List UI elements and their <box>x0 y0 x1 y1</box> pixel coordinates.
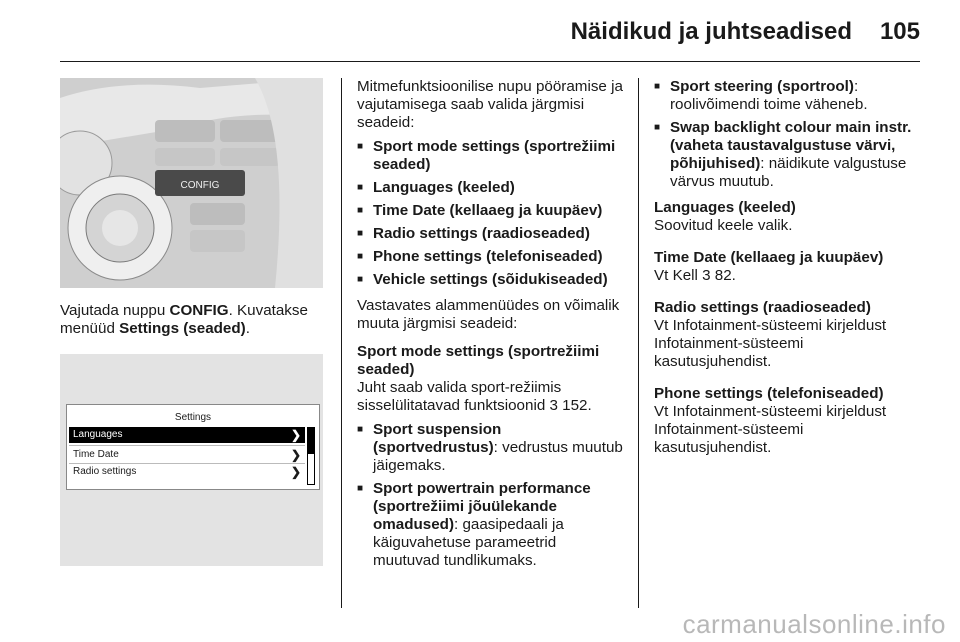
config-button-label: CONFIG <box>180 180 220 191</box>
list-item: ■ Vehicle settings (sõidukiseaded) <box>357 271 627 289</box>
chevron-right-icon: ❯ <box>290 428 301 442</box>
config-instruction: Vajutada nuppu CONFIG. Kuvatakse menüüd Settings (seaded). <box>60 302 308 337</box>
column-divider-2 <box>638 78 639 608</box>
list-item: ■ Languages (keeled) <box>357 179 627 197</box>
section-heading: Languages (keeled) <box>654 199 796 216</box>
chevron-right-icon: ❯ <box>290 465 301 479</box>
chevron-right-icon: ❯ <box>290 448 301 462</box>
section-phone-settings <box>654 385 924 457</box>
sport-mode-heading: Sport mode settings (sportrežiimi seaded) <box>357 343 600 378</box>
left-column <box>60 78 325 566</box>
section-languages <box>654 199 924 235</box>
section-heading: Radio settings (raadioseaded) <box>654 299 871 316</box>
page-number: 105 <box>879 18 920 45</box>
list-item: ■ Sport powertrain performance (sportrežiimi jõuülekande omadused): gaasipedaali ja käiguvahetuse parameetrid muutuvad tundlikumaks. <box>357 480 627 570</box>
settings-screen-display <box>66 404 320 490</box>
column-divider-1 <box>341 78 342 608</box>
header-rule <box>60 61 920 62</box>
section-text: Soovitud keele valik. <box>654 217 793 234</box>
watermark: carmanualsonline.info <box>682 609 946 639</box>
section-heading: Time Date (kellaaeg ja kuupäev) <box>654 249 884 266</box>
section-text: Vt Infotainment-süsteemi kirjeldust Infotainment-süsteemi kasutusjuhendist. <box>654 403 887 456</box>
sport-mode-text: Juht saab valida sport-režiimis sisselülitatavad funktsioonid 3 152. <box>357 379 592 414</box>
section-time-date <box>654 249 924 285</box>
page-header-title: Näidikud ja juhtseadised <box>570 18 852 45</box>
list-item: ■ Sport suspension (sportvedrustus): vedrustus muutub jäigemaks. <box>357 421 627 475</box>
submenu-text: Vastavates alammenüüdes on võimalik muuta järgmisi seadeid: <box>357 297 620 332</box>
middle-column <box>357 78 627 578</box>
sport-mode-list-continued <box>654 78 924 191</box>
section-text: Vt Infotainment-süsteemi kirjeldust Infotainment-süsteemi kasutusjuhendist. <box>654 317 887 370</box>
screen-scrollbar-thumb <box>308 428 314 454</box>
section-radio-settings <box>654 299 924 371</box>
right-column <box>654 78 924 471</box>
intro-text: Mitmefunktsioonilise nupu pööramise ja vajutamisega saab valida järgmisi seadeid: <box>357 78 623 131</box>
section-text: Vt Kell 3 82. <box>654 267 736 284</box>
screen-row-radio-settings: Radio settings ❯ <box>73 465 301 479</box>
list-item: ■ Swap backlight colour main instr. (vaheta taustavalgustuse värvi, põhijuhised): näidikute valgustuse värvus muutub. <box>654 119 924 191</box>
sport-mode-list <box>357 421 627 570</box>
list-item: ■ Sport steering (sportrool): roolivõimendi toime väheneb. <box>654 78 924 114</box>
settings-screen-title: Settings <box>174 412 212 423</box>
screen-row-languages: Languages ❯ <box>69 427 305 443</box>
config-button-photo <box>60 78 323 288</box>
settings-screen-image <box>60 354 323 566</box>
section-heading: Phone settings (telefoniseaded) <box>654 385 884 402</box>
list-item: ■ Sport mode settings (sportrežiimi seaded) <box>357 138 627 174</box>
screen-row-time-date: Time Date ❯ <box>73 448 301 462</box>
settings-menu-list <box>357 138 627 289</box>
screen-scrollbar <box>307 427 315 485</box>
page-reference: 3 152. <box>549 397 592 414</box>
list-item: ■ Radio settings (raadioseaded) <box>357 225 627 243</box>
list-item: ■ Time Date (kellaaeg ja kuupäev) <box>357 202 627 220</box>
list-item: ■ Phone settings (telefoniseaded) <box>357 248 627 266</box>
